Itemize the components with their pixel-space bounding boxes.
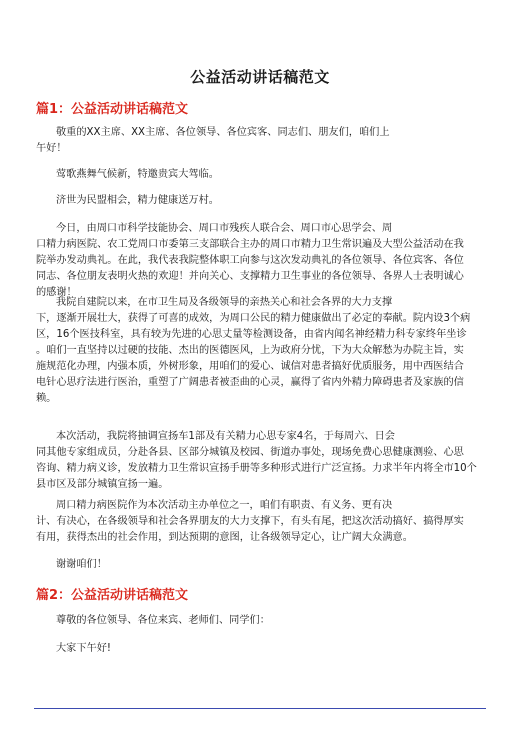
paragraph-line: 同其他专家组成员，分赴各县、区部分城镇及校园、街道办事处，现场免费心思健康测验、心思 [36,447,464,458]
paragraph-line: 大家下午好! [56,643,112,654]
document-title: 公益活动讲话稿范文 [190,68,330,86]
paragraph-line: 施规范化办理，内强本质，外树形象，用咱们的爱心、诚信对患者搞好优质服务，用中西医结合 [36,361,464,372]
paragraph-line: 院举办发动典礼。在此，我代表我院整体职工向参与这次发动典礼的各位领导、各位宾客、各位 [36,255,464,266]
paragraph-line: 口精力病医院、农工党周口市委第三支部联合主办的周口市精力卫生常识遍及大型公益活动在我 [36,239,464,250]
paragraph-line: 敬重的XX主席、XX主席、各位领导、各位宾客、同志们、朋友们，咱们上 [56,127,390,138]
paragraph-line: 尊敬的各位领导、各位来宾、老师们、同学们： [56,615,270,626]
paragraph-line: 午好！ [36,143,67,154]
paragraph-line: 下，逐渐开展壮大，获得了可喜的成效，为周口公民的精力健康做出了必定的奉献。院内设3个病 [36,313,471,324]
page-bottom-rule [34,708,486,709]
paragraph-line: 周口精力病医院作为本次活动主办单位之一，咱们有职责、有义务、更有决 [56,500,393,511]
paragraph-line: 县市区及部分城镇宣扬一遍。 [36,479,169,490]
paragraph-line: 本次活动，我院将抽调宣扬车1部及有关精力心思专家4名，于每周六、日会 [56,431,395,442]
paragraph-line: 咨询、精力病义诊，发放精力卫生常识宣扬手册等多种形式进行广泛宣扬。力求半年内将全市10个 [36,463,477,474]
section-heading: 篇2：公益活动讲话稿范文 [36,588,189,603]
paragraph-line: 。咱们一直坚持以过硬的技能、杰出的医德医风，上为政府分忧，下为大众解愁为办院主旨，实 [36,345,464,356]
section-heading: 篇1：公益活动讲话稿范文 [36,102,189,117]
paragraph-line: 莺歌燕舞气候新，特邀贵宾大驾临。 [56,169,219,180]
paragraph-line: 同志、各位朋友表明火热的欢迎！并向关心、支撑精力卫生事业的各位领导、各界人士表明诚心 [36,271,464,282]
paragraph-line: 的感谢！ [36,287,77,298]
paragraph-line: 济世为民盟相会，精力健康送万村。 [56,195,219,206]
paragraph-line: 计、有决心，在各级领导和社会各界朋友的大力支撑下，有头有尾，把这次活动搞好、搞得厚实 [36,516,464,527]
paragraph-line: 电针心思疗法进行医治，重塑了广阔患者被歪曲的心灵，赢得了省内外精力障碍患者及家族的信 [36,377,464,388]
paragraph-line: 我院自建院以来，在市卫生局及各级领导的亲热关心和社会各界的大力支撑 [56,297,393,308]
paragraph-line: 今日，由周口市科学技能协会、周口市残疾人联合会、周口市心思学会、周 [56,223,393,234]
paragraph-line: 谢谢咱们！ [56,559,107,570]
paragraph-line: 赖。 [36,393,57,404]
paragraph-line: 有用，获得杰出的社会作用，到达预期的意图，让各级领导定心，让广阔大众满意。 [36,532,413,543]
paragraph-line: 区，16个医技科室，具有较为先进的心思丈量等检测设备，由省内闻名神经精力科专家终年坐诊 [36,329,467,340]
